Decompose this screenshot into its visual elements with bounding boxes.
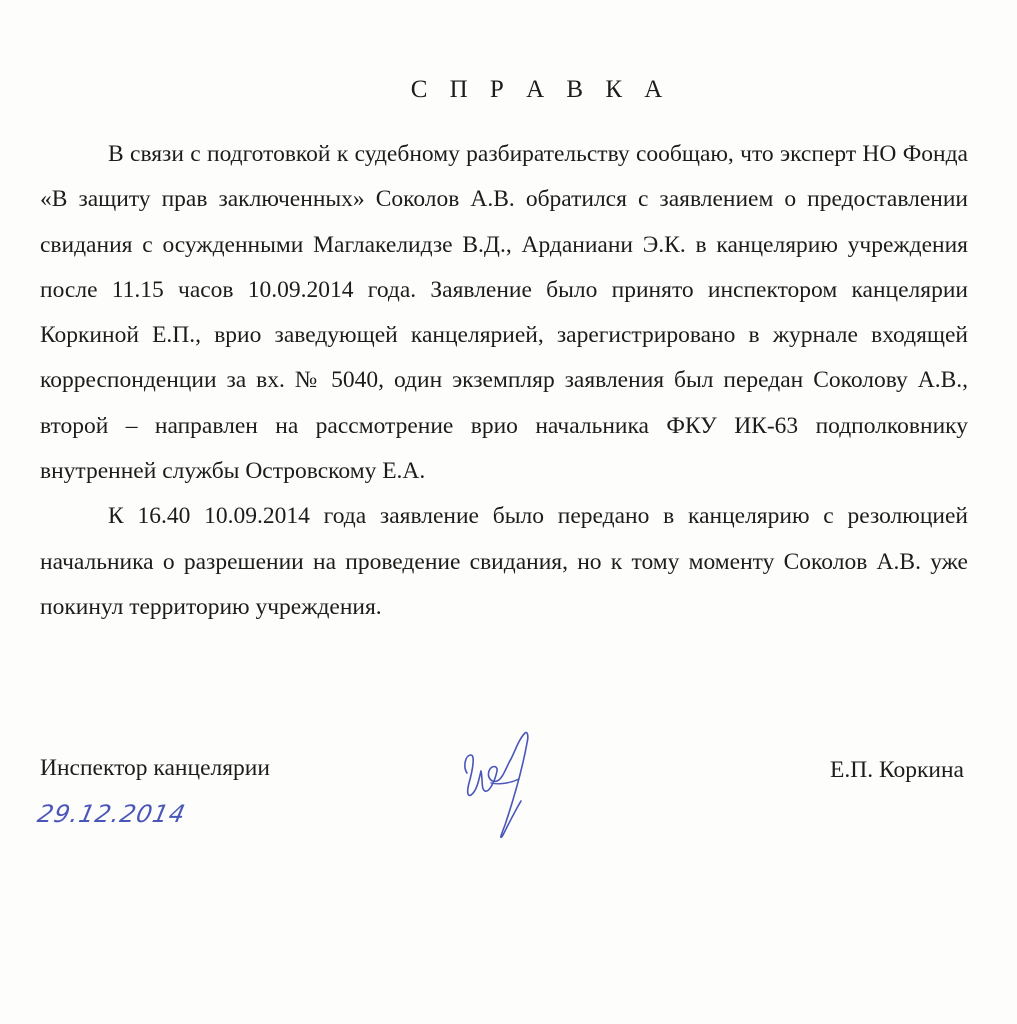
handwritten-signature xyxy=(455,725,550,845)
document-body xyxy=(40,132,968,630)
paragraph-2: К 16.40 10.09.2014 года заявление было передано в канцелярию с резолюцией начальника о разрешении на проведение свидания, но к тому моменту Соколов А.В. уже покинул территорию учреждения. xyxy=(40,503,968,620)
document-title: С П Р А В К А xyxy=(410,76,671,103)
paragraph-1: В связи с подготовкой к судебному разбирательству сообщаю, что эксперт НО Фонда «В защиту прав заключенных» Соколов А.В. обратился с заявлением о предоставлении свидания с осужденными Маглакелидзе В.Д., Арданиани Э.К. в канцелярию учреждения после 11.15 часов 10.09.2014 года. Заявление было принято инспектором канцелярии Коркиной Е.П., врио заведующей канцелярией, зарегистрировано в журнале входящей корреспонденции за вх. № 5040, один экземпляр заявления был передан Соколову А.В., второй – направлен на рассмотрение врио начальника ФКУ ИК-63 подполковнику внутренней службы Островскому Е.А. xyxy=(40,141,968,485)
handwritten-date: 29.12.2014 xyxy=(35,800,189,828)
signatory-role: Инспектор канцелярии xyxy=(40,755,270,781)
signatory-name: Е.П. Коркина xyxy=(830,757,964,783)
